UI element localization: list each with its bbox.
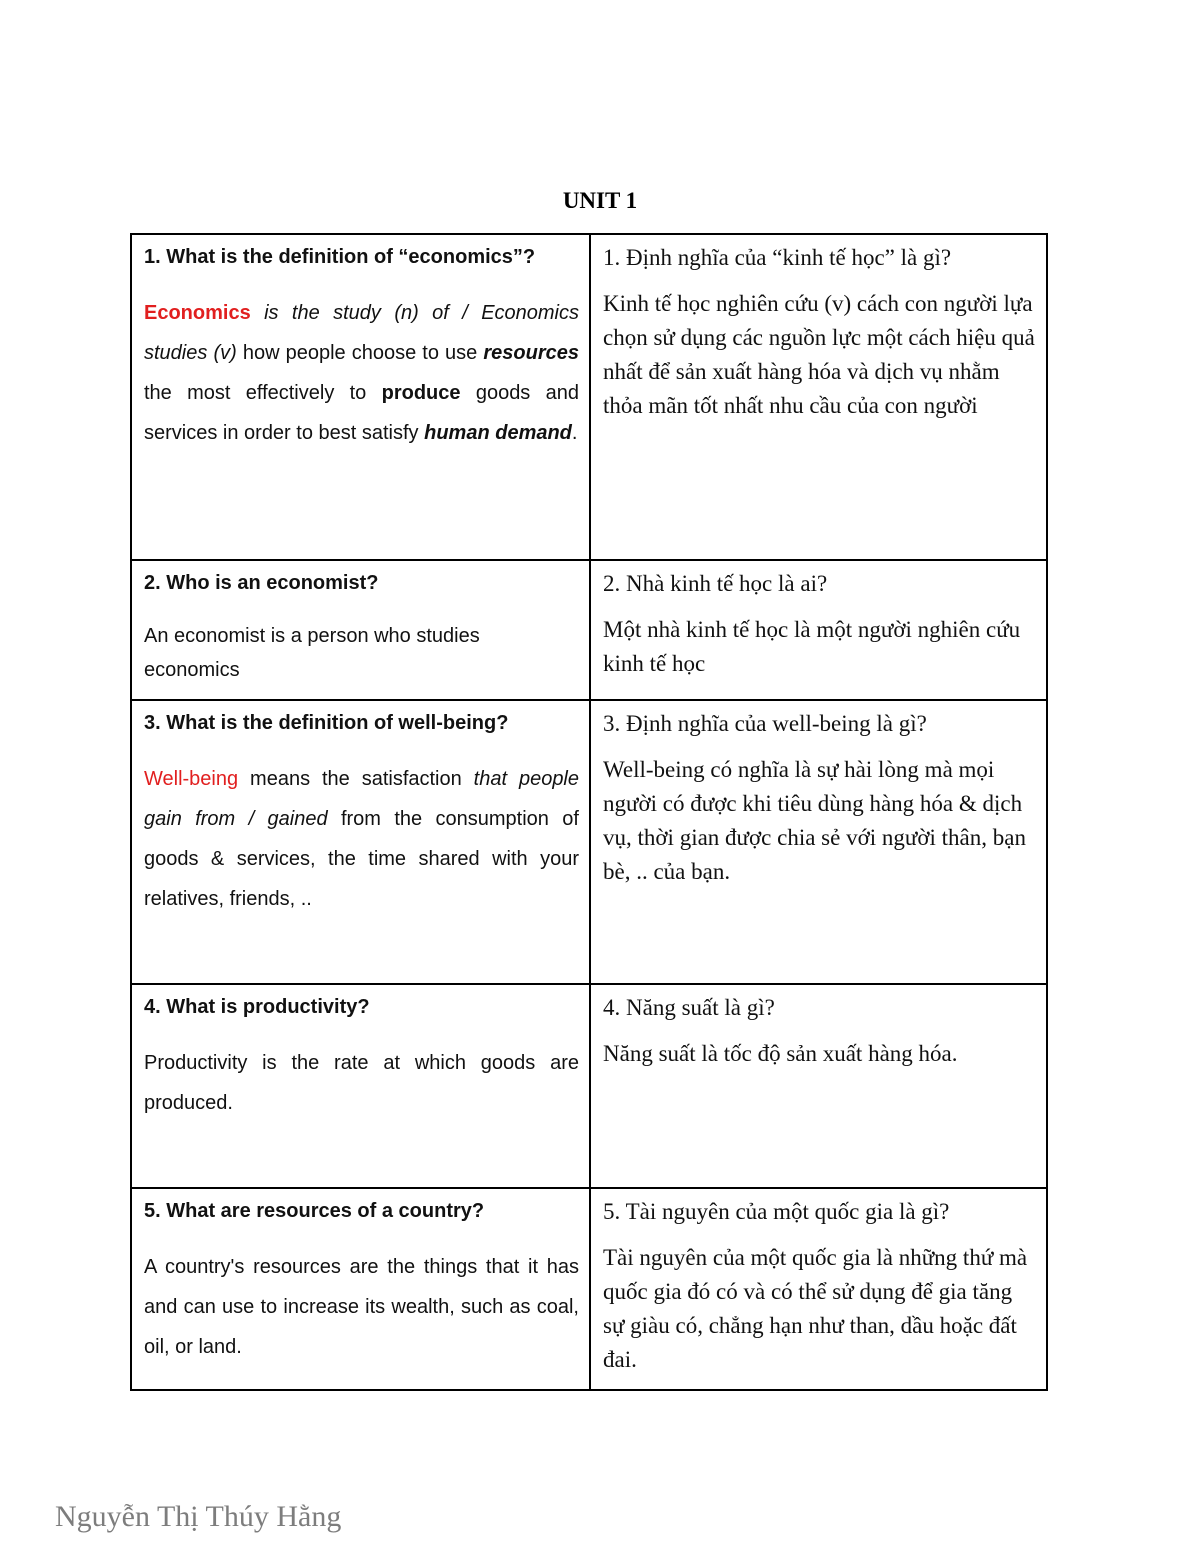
answer-vi: Kinh tế học nghiên cứu (v) cách con người lựa chọn sử dụng các nguồn lực một cách hiệu quả nhất để sản xuất hàng hóa và dịch vụ nhằm thỏa mãn tốt nhất nhu cầu của con người xyxy=(603,291,1035,418)
vietnamese-cell xyxy=(590,984,1047,1188)
term-highlight: Economics xyxy=(144,302,251,324)
question-vi: 3. Định nghĩa của well-being là gì? xyxy=(603,711,927,736)
answer-segment: . xyxy=(571,422,578,444)
answer-segment: means the satisfaction xyxy=(238,768,474,790)
answer-vi: Tài nguyên của một quốc gia là những thứ mà quốc gia đó có và có thể sử dụng để gia tăng sự giàu có, chẳng hạn như than, dầu hoặc đất đai. xyxy=(603,1245,1028,1372)
table-row xyxy=(131,234,1047,560)
question-en: 5. What are resources of a country? xyxy=(144,1200,485,1222)
table-row xyxy=(131,984,1047,1188)
answer-segment: goods and services in order to best satisfy xyxy=(144,382,579,444)
answer-segment: is the study (n) of / Economics studies (v) xyxy=(144,302,579,364)
question-vi: 4. Năng suất là gì? xyxy=(603,995,775,1020)
page-title: UNIT 1 xyxy=(562,188,638,213)
term-highlight: Well-being xyxy=(144,768,239,790)
question-en: 3. What is the definition of well-being? xyxy=(144,712,509,734)
answer-en xyxy=(144,293,579,453)
vietnamese-cell xyxy=(590,700,1047,984)
question-en: 1. What is the definition of “economics”? xyxy=(144,246,536,268)
question-en: 2. Who is an economist? xyxy=(144,572,379,594)
english-cell xyxy=(131,1188,590,1390)
answer-segment: the most effectively to xyxy=(144,382,382,404)
answer-segment: that people gain from / gained xyxy=(144,768,580,830)
question-vi: 2. Nhà kinh tế học là ai? xyxy=(603,571,828,596)
answer-en xyxy=(144,759,579,919)
answer-vi: Một nhà kinh tế học là một người nghiên cứu kinh tế học xyxy=(603,617,1021,676)
table-row xyxy=(131,700,1047,984)
english-cell xyxy=(131,560,590,700)
keyword: human demand xyxy=(424,422,572,444)
qa-table xyxy=(130,233,1048,1391)
answer-en: A country's resources are the things that it has and can use to increase its wealth, such as coal, oil, or land. xyxy=(144,1256,579,1358)
table-row xyxy=(131,1188,1047,1390)
answer-segment: how people choose to use xyxy=(236,342,484,364)
keyword: resources xyxy=(483,342,579,364)
vietnamese-cell xyxy=(590,1188,1047,1390)
english-cell xyxy=(131,984,590,1188)
keyword: produce xyxy=(381,382,461,404)
table-row xyxy=(131,560,1047,700)
question-vi: 1. Định nghĩa của “kinh tế học” là gì? xyxy=(603,245,952,270)
english-cell xyxy=(131,700,590,984)
answer-segment: from the consumption of goods & services, the time shared with your relatives, friends, .. xyxy=(144,808,579,910)
answer-vi: Năng suất là tốc độ sản xuất hàng hóa. xyxy=(603,1041,958,1066)
author-footer: Nguyễn Thị Thúy Hằng xyxy=(55,1500,342,1533)
vietnamese-cell xyxy=(590,560,1047,700)
answer-en: An economist is a person who studies economics xyxy=(144,625,480,681)
answer-vi: Well-being có nghĩa là sự hài lòng mà mọi người có được khi tiêu dùng hàng hóa & dịch vụ, thời gian được chia sẻ với người thân, bạn bè, .. của bạn. xyxy=(603,757,1026,884)
english-cell xyxy=(131,234,590,560)
question-vi: 5. Tài nguyên của một quốc gia là gì? xyxy=(603,1199,950,1224)
answer-en: Productivity is the rate at which goods are produced. xyxy=(144,1052,579,1114)
vietnamese-cell xyxy=(590,234,1047,560)
question-en: 4. What is productivity? xyxy=(144,996,370,1018)
